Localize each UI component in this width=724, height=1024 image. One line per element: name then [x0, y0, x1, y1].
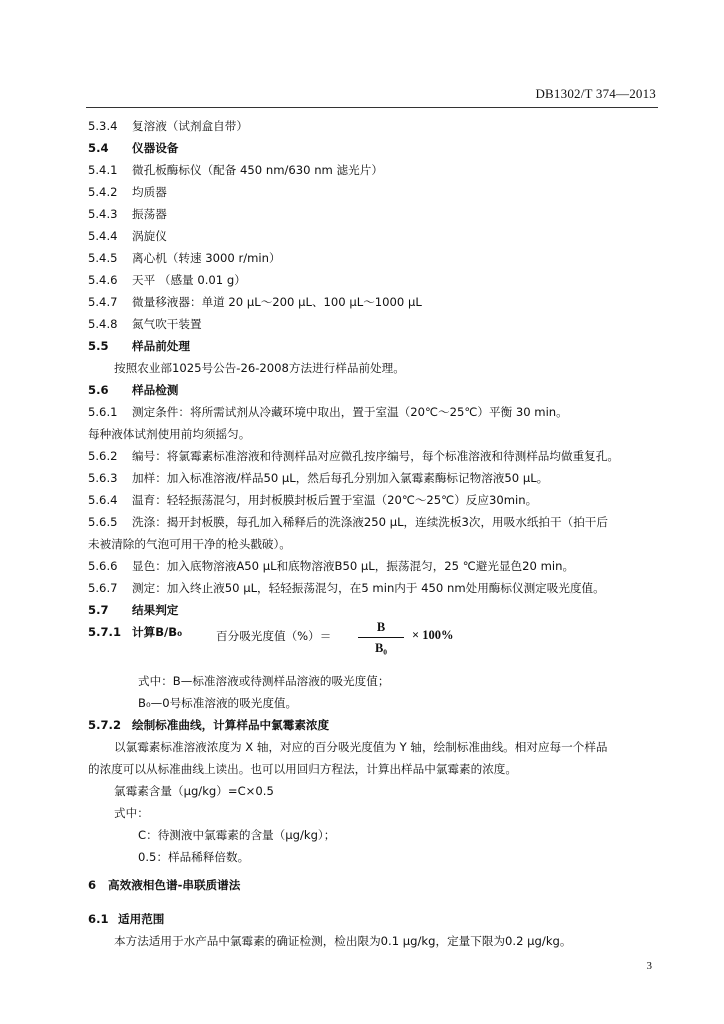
formula-5-7-1	[88, 620, 660, 667]
document-code: DB1302/T 374—2013	[535, 86, 656, 101]
section-number: 6.1	[88, 912, 109, 926]
clause-number: 5.7.1	[88, 625, 122, 639]
where-label: 式中：	[114, 806, 149, 820]
clause-5-6-3	[88, 471, 660, 486]
clause-text: 微孔板酶标仪（配备 450 nm/630 nm 滤光片）	[132, 163, 383, 177]
clause-number: 5.4.5	[88, 251, 118, 265]
clause-text: 绘制标准曲线，计算样品中氯霉素浓度	[132, 718, 330, 732]
clause-number: 5.6.1	[88, 405, 118, 419]
clause-text: 显色：加入底物溶液A50 μL和底物溶液B50 μL，振荡混匀，25 ℃避光显色20 min。	[132, 559, 575, 573]
formula-denominator: B₀	[374, 641, 388, 655]
clause-number: 5.3.4	[88, 119, 118, 133]
clause-number: 5.6.2	[88, 449, 118, 463]
formula-where-b0: B₀—0号标准溶液的吸光度值。	[138, 696, 298, 710]
where-c: C：待测液中氯霉素的含量（μg/kg）；	[138, 828, 336, 842]
section-title: 结果判定	[132, 603, 179, 617]
header-rule	[86, 107, 658, 108]
clause-5-4-3	[88, 207, 660, 222]
clause-5-3-4	[88, 119, 660, 134]
chapter-6-heading	[88, 878, 660, 893]
section-title: 样品检测	[132, 383, 179, 397]
clause-text: 微量移液器：单道 20 μL～200 μL、100 μL～1000 μL	[132, 295, 422, 309]
clause-text: 编号：将氯霉素标准溶液和待测样品对应微孔按序编号，每个标准溶液和待测样品均做重复孔。	[132, 449, 619, 463]
section-title: 仪器设备	[132, 141, 179, 155]
section-5-5-heading	[88, 339, 660, 354]
where-dilution: 0.5：样品稀释倍数。	[138, 850, 250, 864]
page-number: 3	[646, 960, 652, 972]
paragraph-5-7-2-line1: 以氯霉素标准溶液浓度为 X 轴，对应的百分吸光度值为 Y 轴，绘制标准曲线。相对应每一个样品	[114, 740, 608, 754]
clause-text: 振荡器	[132, 207, 167, 221]
clause-text: 涡旋仪	[132, 229, 167, 243]
formula-multiplier: × 100%	[412, 628, 454, 642]
section-5-7-heading	[88, 603, 660, 618]
section-title: 样品前处理	[132, 339, 190, 353]
clause-text: 复溶液（试剂盒自带）	[132, 119, 248, 133]
clause-5-6-2	[88, 449, 660, 464]
chapter-title: 高效液相色谱-串联质谱法	[108, 878, 241, 892]
clause-number: 5.4.6	[88, 273, 118, 287]
clause-number: 5.6.5	[88, 515, 118, 529]
section-number: 5.7	[88, 603, 109, 617]
section-number: 5.5	[88, 339, 109, 353]
clause-text: 氮气吹干装置	[132, 317, 202, 331]
section-6-1-heading	[88, 912, 660, 927]
paragraph-5-7-2-line2: 的浓度可以从标准曲线上读出。也可以用回归方程法，计算出样品中氯霉素的浓度。	[88, 762, 517, 776]
clause-number: 5.4.3	[88, 207, 118, 221]
clause-text: 离心机（转速 3000 r/min）	[132, 251, 281, 265]
paragraph-5-5: 按照农业部1025号公告-26-2008方法进行样品前处理。	[114, 361, 405, 375]
clause-5-4-5	[88, 251, 660, 266]
clause-5-7-2-heading	[88, 718, 660, 733]
clause-number: 5.4.8	[88, 317, 118, 331]
clause-number: 5.4.1	[88, 163, 118, 177]
clause-5-7-1-heading	[88, 625, 182, 640]
clause-text: 测定条件：将所需试剂从冷藏环境中取出，置于室温（20℃～25℃）平衡 30 min。	[132, 405, 568, 419]
clause-5-4-4	[88, 229, 660, 244]
clause-5-4-1	[88, 163, 660, 178]
clause-text: 加样：加入标准溶液/样品50 μL，然后每孔分别加入氯霉素酶标记物溶液50 μL。	[132, 471, 549, 485]
clause-text: 测定：加入终止液50 μL，轻轻振荡混匀，在5 min内于 450 nm处用酶标仪测定吸光度值。	[132, 581, 605, 595]
clause-5-6-5-continued: 未被清除的气泡可用干净的枪头戳破）。	[88, 537, 291, 551]
clause-5-6-1	[88, 405, 660, 420]
clause-5-6-1-continued: 每种液体试剂使用前均须摇匀。	[88, 427, 251, 441]
clause-number: 5.6.6	[88, 559, 118, 573]
formula-where-b: 式中：B—标准溶液或待测样品溶液的吸光度值；	[138, 674, 390, 688]
content-formula: 氯霉素含量（μg/kg）=C×0.5	[114, 784, 274, 798]
clause-number: 5.7.2	[88, 718, 122, 732]
clause-5-4-8	[88, 317, 660, 332]
clause-text: 均质器	[132, 185, 167, 199]
clause-number: 5.4.4	[88, 229, 118, 243]
clause-5-4-7	[88, 295, 660, 310]
clause-number: 5.6.4	[88, 493, 118, 507]
clause-5-4-6	[88, 273, 660, 288]
section-5-6-heading	[88, 383, 660, 398]
clause-text: 计算B/B₀	[132, 625, 183, 639]
clause-number: 5.4.7	[88, 295, 118, 309]
clause-5-6-7	[88, 581, 660, 596]
clause-5-6-4	[88, 493, 660, 508]
section-5-4-heading	[88, 141, 660, 156]
fraction-bar	[358, 637, 404, 638]
chapter-number: 6	[88, 878, 97, 892]
section-number: 5.4	[88, 141, 109, 155]
clause-number: 5.6.7	[88, 581, 118, 595]
document-body	[88, 112, 660, 949]
clause-text: 天平 （感量 0.01 g）	[132, 273, 246, 287]
clause-5-4-2	[88, 185, 660, 200]
formula-numerator: B	[376, 620, 386, 634]
clause-number: 5.6.3	[88, 471, 118, 485]
formula-fraction	[358, 619, 404, 656]
clause-5-6-5	[88, 515, 660, 530]
paragraph-6-1: 本方法适用于水产品中氯霉素的确证检测，检出限为0.1 μg/kg，定量下限为0.2 μg/kg。	[114, 934, 572, 948]
clause-text: 温育：轻轻振荡混匀，用封板膜封板后置于室温（20℃～25℃）反应30min。	[132, 493, 538, 507]
clause-number: 5.4.2	[88, 185, 118, 199]
formula-lhs: 百分吸光度值（%）＝	[216, 629, 332, 643]
section-title: 适用范围	[118, 912, 165, 926]
clause-5-6-6	[88, 559, 660, 574]
clause-text: 洗涤：揭开封板膜，每孔加入稀释后的洗涤液250 μL，连续洗板3次，用吸水纸拍干（拍干后	[132, 515, 608, 529]
section-number: 5.6	[88, 383, 109, 397]
